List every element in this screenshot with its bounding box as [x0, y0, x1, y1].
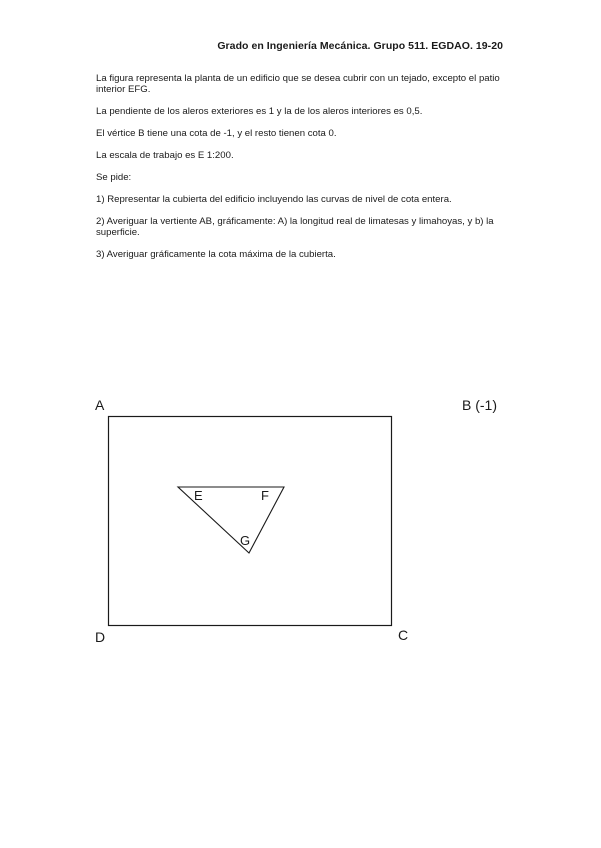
scale-paragraph: La escala de trabajo es E 1:200.: [96, 150, 234, 161]
intro-paragraph: La figura representa la planta de un edificio que se desea cubrir con un tejado, excepto el patio interior EFG.: [96, 73, 500, 95]
asks-paragraph: Se pide:: [96, 172, 132, 183]
vertex-label-d: D: [95, 629, 106, 645]
vertex-label-g: G: [240, 533, 251, 548]
vertex-label-c: C: [398, 627, 409, 643]
building-outline: [109, 417, 392, 626]
vertex-label-a: A: [95, 397, 105, 413]
page-header: Grado en Ingeniería Mecánica. Grupo 511. EGDAO. 19-20: [217, 40, 503, 52]
question-3: 3) Averiguar gráficamente la cota máxima de la cubierta.: [96, 249, 336, 260]
question-2: 2) Averiguar la vertiente AB, gráficamente: A) la longitud real de limatesas y limahoyas, y b) la superficie.: [96, 216, 494, 238]
vertex-label-e: E: [194, 488, 203, 503]
vertex-label-b: B (-1): [462, 397, 497, 413]
question-1: 1) Representar la cubierta del edificio incluyendo las curvas de nivel de cota entera.: [96, 194, 452, 205]
vertex-label-f: F: [261, 488, 269, 503]
vertex-paragraph: El vértice B tiene una cota de -1, y el resto tienen cota 0.: [96, 128, 337, 139]
slopes-paragraph: La pendiente de los aleros exteriores es 1 y la de los aleros interiores es 0,5.: [96, 106, 423, 117]
